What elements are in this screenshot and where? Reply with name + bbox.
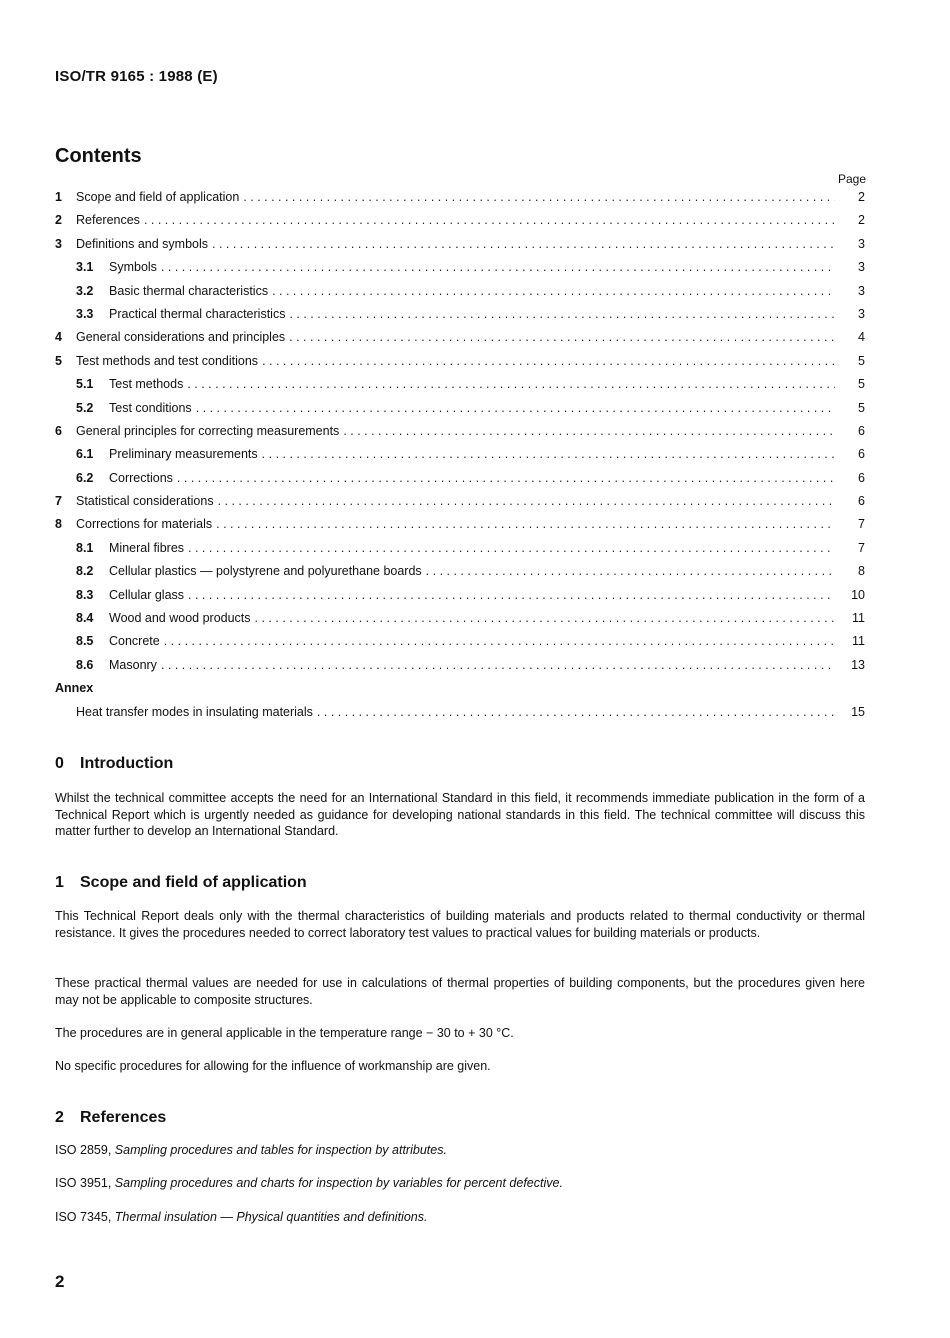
dot-leader (243, 186, 835, 209)
toc-entry-number: 8 (55, 517, 62, 532)
toc-entry-number: 8.5 (76, 634, 94, 649)
dot-leader (289, 326, 835, 349)
dot-leader (161, 654, 835, 677)
toc-entry-1[interactable] (55, 186, 865, 209)
scope-paragraph-4: No specific procedures for allowing for the influence of workmanship are given. (55, 1059, 491, 1073)
toc-entry-title: Mineral fibres (109, 540, 185, 555)
dot-leader (343, 420, 835, 443)
toc-entry-number: 3.1 (76, 260, 94, 275)
introduction-heading (55, 755, 173, 773)
toc-entry-8-5[interactable] (55, 630, 865, 653)
toc-entry-title: Heat transfer modes in insulating materials (76, 704, 313, 719)
toc-entry-page: 3 (858, 283, 865, 298)
toc-entry-title: Statistical considerations (76, 494, 214, 509)
dot-leader (272, 280, 835, 303)
toc-entry-title: Wood and wood products (109, 611, 251, 626)
toc-entry-page: 13 (851, 657, 865, 672)
dot-leader (262, 443, 835, 466)
toc-entry-6-2[interactable] (55, 467, 865, 490)
toc-entry-number: 8.1 (76, 540, 94, 555)
toc-entry-title: Test methods (109, 377, 184, 392)
toc-entry-number: 1 (55, 190, 62, 204)
toc-entry-page: 2 (858, 213, 865, 228)
toc-entry-8[interactable] (55, 513, 865, 536)
toc-entry-page: 10 (851, 587, 865, 602)
toc-entry-2[interactable] (55, 209, 865, 232)
toc-entry-6[interactable] (55, 420, 865, 443)
toc-entry-page: 11 (852, 634, 865, 649)
toc-entry-number: 8.4 (76, 611, 94, 626)
section-number: 0 (55, 755, 64, 772)
scope-paragraph-1: This Technical Report deals only with the thermal characteristics of building materials and products related to thermal conductivity or thermal resistance. It gives the procedures needed to correct laboratory test values to practical values for building materials or products. (55, 909, 865, 940)
reference-title: Sampling procedures and charts for inspection by variables for percent defective. (114, 1176, 563, 1190)
toc-entry-number: 3.3 (76, 306, 94, 321)
dot-leader (216, 513, 835, 536)
section-title: References (80, 1109, 167, 1126)
toc-entry-title: Practical thermal characteristics (109, 306, 286, 321)
toc-entry-number: 3.2 (76, 283, 94, 298)
dot-leader (177, 467, 835, 490)
toc-entry-5-2[interactable] (55, 397, 865, 420)
toc-entry-8-4[interactable] (55, 607, 865, 630)
toc-entry-8-6[interactable] (55, 654, 865, 677)
toc-entry-number: 8.6 (76, 657, 94, 672)
toc-entry-title: Cellular plastics — polystyrene and polyurethane boards (109, 564, 422, 579)
document-id-header: ISO/TR 9165 : 1988 (E) (55, 68, 218, 85)
toc-entry-page: 8 (858, 564, 865, 579)
toc-entry-title: Cellular glass (109, 587, 185, 602)
toc-entry-number: 6.1 (76, 447, 94, 462)
toc-entry-number: 8.2 (76, 564, 94, 579)
toc-entry-7[interactable] (55, 490, 865, 513)
dot-leader (161, 256, 835, 279)
toc-entry-3-3[interactable] (55, 303, 865, 326)
contents-title: Contents (55, 145, 142, 167)
toc-entry-5[interactable] (55, 350, 865, 373)
page-number: 2 (55, 1272, 65, 1291)
reference-title: Thermal insulation — Physical quantities and definitions. (114, 1210, 428, 1224)
section-title: Scope and field of application (80, 874, 307, 891)
toc-entry-6-1[interactable] (55, 443, 865, 466)
dot-leader (188, 584, 835, 607)
dot-leader (188, 537, 835, 560)
dot-leader (262, 350, 835, 373)
toc-entry-title: Preliminary measurements (109, 447, 258, 462)
page-column-label: Page (837, 172, 866, 186)
toc-entry-title: Symbols (109, 260, 157, 275)
dot-leader (164, 630, 835, 653)
toc-entry-title: Concrete (109, 634, 160, 649)
toc-entry-5-1[interactable] (55, 373, 865, 396)
dot-leader (187, 373, 835, 396)
toc-entry-3[interactable] (55, 233, 865, 256)
toc-entry-annex[interactable] (76, 701, 865, 724)
toc-entry-title: Masonry (109, 657, 157, 672)
reference-item (55, 1176, 563, 1190)
toc-entry-number: 5.2 (76, 400, 94, 415)
toc-entry-page: 11 (852, 611, 865, 626)
section-number: 1 (55, 874, 64, 891)
references-heading (55, 1109, 166, 1127)
reference-item (55, 1143, 447, 1157)
toc-entry-title: Scope and field of application (76, 190, 240, 204)
dot-leader (212, 233, 835, 256)
dot-leader (196, 397, 835, 420)
toc-entry-number: 6 (55, 423, 62, 438)
toc-entry-number: 5.1 (76, 377, 94, 392)
toc-entry-page: 6 (858, 447, 865, 462)
dot-leader (144, 209, 835, 232)
table-of-contents (55, 186, 865, 724)
toc-entry-number: 6.2 (76, 470, 94, 485)
toc-entry-page: 2 (858, 190, 865, 204)
toc-entry-page: 15 (851, 704, 865, 719)
toc-entry-page: 5 (858, 400, 865, 415)
toc-entry-page: 3 (858, 306, 865, 321)
toc-entry-page: 6 (858, 423, 865, 438)
toc-entry-title: Definitions and symbols (76, 236, 209, 251)
toc-entry-title: General principles for correcting measurements (76, 423, 340, 438)
annex-heading: Annex (55, 681, 94, 696)
toc-entry-page: 7 (858, 517, 865, 532)
toc-entry-page: 7 (858, 540, 865, 555)
scope-paragraph-3: The procedures are in general applicable in the temperature range − 30 to + 30 °C. (55, 1026, 514, 1040)
section-title: Introduction (80, 755, 174, 772)
reference-code: ISO 3951, (55, 1176, 112, 1190)
section-number: 2 (55, 1109, 64, 1126)
reference-item (55, 1210, 427, 1224)
toc-entry-page: 5 (858, 353, 865, 368)
toc-entry-number: 2 (55, 213, 62, 228)
toc-entry-page: 6 (858, 494, 865, 509)
toc-entry-number: 4 (55, 330, 62, 345)
toc-entry-title: Test conditions (109, 400, 192, 415)
dot-leader (255, 607, 835, 630)
toc-entry-title: Corrections for materials (76, 517, 213, 532)
toc-entry-number: 3 (55, 236, 62, 251)
dot-leader (317, 701, 835, 724)
reference-code: ISO 7345, (55, 1210, 112, 1224)
toc-entry-8-2[interactable] (55, 560, 865, 583)
dot-leader (426, 560, 835, 583)
toc-entry-number: 7 (55, 494, 62, 509)
dot-leader (218, 490, 835, 513)
toc-entry-title: General considerations and principles (76, 330, 286, 345)
toc-entry-title: Basic thermal characteristics (109, 283, 269, 298)
scope-paragraph-2: These practical thermal values are needed for use in calculations of thermal properties of building components, but the procedures given here may not be applicable to composite structures. (55, 976, 865, 1007)
toc-entry-page: 4 (858, 330, 865, 345)
toc-entry-title: References (76, 213, 140, 228)
reference-code: ISO 2859, (55, 1143, 112, 1157)
toc-entry-page: 3 (858, 260, 865, 275)
introduction-paragraph: Whilst the technical committee accepts the need for an International Standard in this field, it recommends immediate publication in the form of a Technical Report which is urgently needed as guidance for developing national standards in this field. The technical committee will discuss this matter further to develop an International Standard. (55, 791, 865, 838)
toc-entry-number: 8.3 (76, 587, 94, 602)
toc-entry-8-3[interactable] (55, 584, 865, 607)
scope-heading (55, 874, 307, 892)
toc-entry-page: 6 (858, 470, 865, 485)
toc-entry-3-1[interactable] (55, 256, 865, 279)
toc-entry-title: Corrections (109, 470, 173, 485)
reference-title: Sampling procedures and tables for inspection by attributes. (114, 1143, 447, 1157)
dot-leader (289, 303, 835, 326)
toc-entry-page: 3 (858, 236, 865, 251)
toc-entry-page: 5 (858, 377, 865, 392)
toc-entry-title: Test methods and test conditions (76, 353, 259, 368)
toc-entry-number: 5 (55, 353, 62, 368)
toc-entry-8-1[interactable] (55, 537, 865, 560)
toc-entry-3-2[interactable] (55, 280, 865, 303)
toc-entry-4[interactable] (55, 326, 865, 349)
